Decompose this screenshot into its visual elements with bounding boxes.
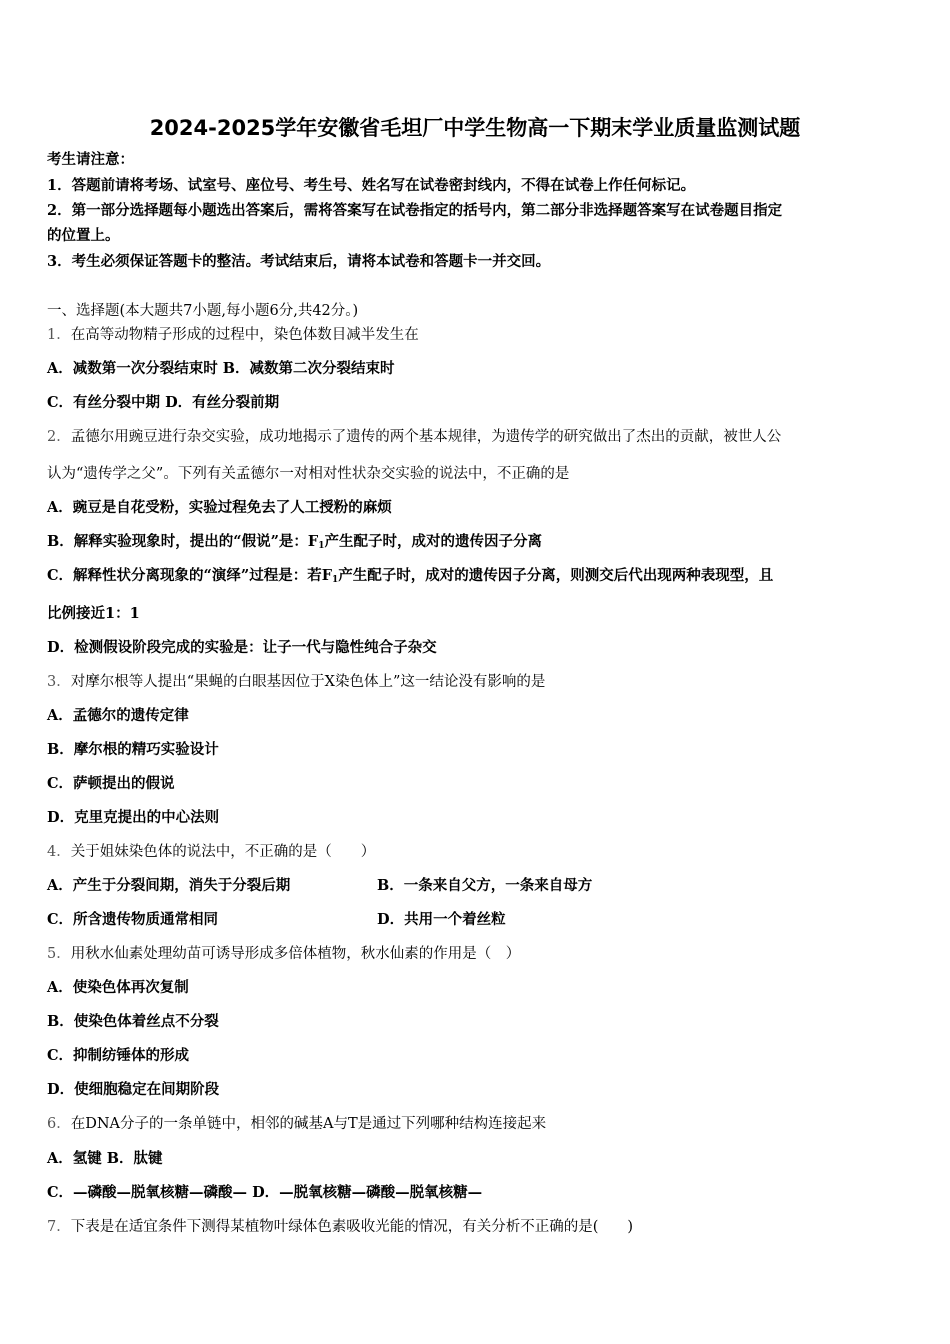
option-text: 产生配子时，成对的遗传因子分离 <box>324 533 542 550</box>
exam-title: 2024-2025学年安徽省毛坦厂中学生物高一下期末学业质量监测试题 <box>149 116 801 140</box>
option-text: C．有丝分裂中期 D．有丝分裂前期 <box>47 394 280 411</box>
question-number: 4． <box>47 844 71 860</box>
notice-heading: 考生请注意： <box>47 151 134 168</box>
notice-item: 3．考生必须保证答题卡的整洁。考试结束后，请将本试卷和答题卡一并交回。 <box>47 253 551 270</box>
question-stem: 在高等动物精子形成的过程中，染色体数目减半发生在 <box>70 327 419 343</box>
question-stem: 孟德尔用豌豆进行杂交实验，成功地揭示了遗传的两个基本规律，为遗传学的研究做出了杰出的贡献，被世人公 <box>70 429 782 445</box>
option-text: C．解释性状分离现象的“演绎”过程是：若F <box>47 567 333 584</box>
option-line <box>47 566 773 590</box>
question-5 <box>47 944 520 964</box>
option-text: A．减数第一次分裂结束时 B．减数第二次分裂结束时 <box>47 360 395 377</box>
section-heading: 一、选择题(本大题共7小题,每小题6分,共42分。) <box>47 303 359 319</box>
subscript: 1 <box>318 541 325 551</box>
option-line <box>47 498 392 518</box>
option-line: D．克里克提出的中心法则 <box>47 809 220 826</box>
subscript: 1 <box>332 575 339 585</box>
question-stem-continued: 认为“遗传学之父”。下列有关孟德尔一对相对性状杂交实验的说法中，不正确的是 <box>47 466 570 482</box>
option-line: A．使染色体再次复制 <box>47 979 189 996</box>
question-6 <box>47 1114 546 1134</box>
option-line <box>47 532 542 556</box>
question-stem: 关于姐妹染色体的说法中，不正确的是（ ） <box>70 844 376 860</box>
question-number: 5． <box>47 946 71 962</box>
notice-item: 1．答题前请将考场、试室号、座位号、考生号、姓名写在试卷密封线内，不得在试卷上作任何标记。 <box>47 177 696 194</box>
question-stem: 用秋水仙素处理幼苗可诱导形成多倍体植物，秋水仙素的作用是（ ） <box>70 946 521 962</box>
option-line: C．所含遗传物质通常相同 <box>47 911 219 928</box>
option-line: D．共用一个着丝粒 <box>377 911 506 928</box>
option-line <box>47 638 437 658</box>
question-7 <box>47 1217 633 1237</box>
option-text: 产生配子时，成对的遗传因子分离，则测交后代出现两种表现型，且 <box>338 567 774 584</box>
option-text: D．检测假设阶段完成的实验是：让子一代与隐性纯合子杂交 <box>47 639 437 656</box>
option-line: C．—磷酸—脱氧核糖—磷酸— D．—脱氧核糖—磷酸—脱氧核糖— <box>47 1184 483 1201</box>
option-line: C．抑制纺锤体的形成 <box>47 1047 190 1064</box>
option-line: A．氢键 B．肽键 <box>47 1150 163 1167</box>
option-line: B．一条来自父方，一条来自母方 <box>377 877 593 894</box>
question-stem: 下表是在适宜条件下测得某植物叶绿体色素吸收光能的情况，有关分析不正确的是( ) <box>70 1219 634 1235</box>
question-3 <box>47 672 545 692</box>
option-continued: 比例接近1：1 <box>47 605 140 622</box>
option-line <box>47 393 279 413</box>
option-line: A．孟德尔的遗传定律 <box>47 707 189 724</box>
question-number: 6． <box>47 1116 71 1132</box>
option-line: D．使细胞稳定在间期阶段 <box>47 1081 220 1098</box>
option-line: B．摩尔根的精巧实验设计 <box>47 741 219 758</box>
notice-item: 的位置上。 <box>47 227 120 244</box>
option-text: A．豌豆是自花受粉，实验过程免去了人工授粉的麻烦 <box>47 499 392 516</box>
question-number: 7． <box>47 1219 71 1235</box>
notice-item: 2．第一部分选择题每小题选出答案后，需将答案写在试卷指定的括号内，第二部分非选择题答案写在试卷题目指定 <box>47 202 783 219</box>
option-line: B．使染色体着丝点不分裂 <box>47 1013 219 1030</box>
question-number: 3． <box>47 674 71 690</box>
option-line: C．萨顿提出的假说 <box>47 775 175 792</box>
option-line: A．产生于分裂间期，消失于分裂后期 <box>47 877 291 894</box>
option-text: B．解释实验现象时，提出的“假说”是：F <box>47 533 319 550</box>
question-2 <box>47 427 781 447</box>
question-4 <box>47 842 375 862</box>
question-number: 2． <box>47 429 71 445</box>
question-1 <box>47 325 419 345</box>
question-stem: 在DNA分子的一条单链中，相邻的碱基A与T是通过下列哪种结构连接起来 <box>70 1116 547 1132</box>
question-stem: 对摩尔根等人提出“果蝇的白眼基因位于X染色体上”这一结论没有影响的是 <box>70 674 546 690</box>
option-line <box>47 359 395 379</box>
question-number: 1． <box>47 327 71 343</box>
